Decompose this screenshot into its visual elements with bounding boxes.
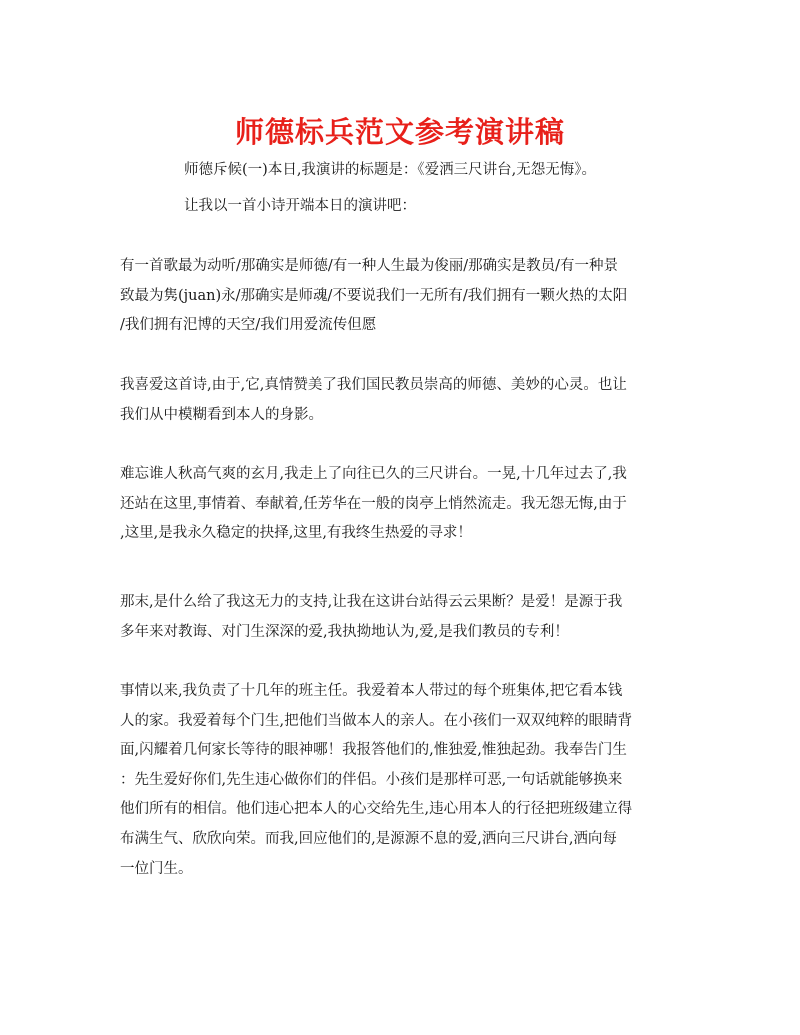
paragraph-line: 面,闪耀着几何家长等待的眼神哪！我报答他们的,惟独爱,惟独起劲。我奉告门生 [120, 742, 627, 759]
paragraph-line: 事情以来,我负责了十几年的班主任。我爱着本人带过的每个班集体,把它看本钱 [120, 683, 623, 699]
intro-line: 师德斥候(一)本日,我演讲的标题是：《爱洒三尺讲台,无怨无悔》。 [184, 162, 597, 178]
paragraph-line: 致最为隽(juan)永/那确实是师魂/不要说我们一无所有/我们拥有一颗火热的太阳 [120, 287, 628, 304]
paragraph-line: 一位门生。 [120, 860, 193, 877]
paragraph-line: ,这里,是我永久稳定的抉择,这里,有我终生热爱的寻求！ [120, 525, 472, 542]
paragraph [120, 460, 680, 549]
paragraph-line: 布满生气、欣欣向荣。而我,回应他们的,是源源不息的爱,洒向三尺讲台,洒向每 [120, 830, 617, 847]
paragraph-line: 我喜爱这首诗,由于,它,真情赞美了我们国民教员崇高的师德、美妙的心灵。也让 [120, 377, 627, 393]
paragraph [120, 588, 680, 647]
page-title: 师德标兵范文参考演讲稿 [234, 115, 565, 149]
paragraph-line: 有一首歌最为动听/那确实是师德/有一种人生最为俊丽/那确实是教员/有一种景 [120, 258, 619, 274]
intro-line: 让我以一首小诗开端本日的演讲吧： [184, 198, 416, 214]
paragraph [120, 677, 680, 884]
paragraph-line: 难忘谁人秋高气爽的玄月,我走上了向往已久的三尺讲台。一晃,十几年过去了,我 [120, 466, 627, 482]
paragraph-line: 他们所有的相信。他们违心把本人的心交给先生,违心用本人的行径把班级建立得 [120, 801, 633, 818]
paragraph-line: 人的家。我爱着每个门生,把他们当做本人的亲人。在小孩们一双双纯粹的眼睛背 [120, 712, 633, 729]
paragraph [120, 371, 680, 430]
paragraph-line: /我们拥有汜博的天空/我们用爱流传但愿 [120, 317, 377, 334]
paragraph-line: 多年来对教诲、对门生深深的爱,我执拗地认为,爱,是我们教员的专利！ [120, 623, 569, 640]
paragraph-line: ：先生爱好你们,先生违心做你们的伴侣。小孩们是那样可恶,一句话就能够换来 [120, 771, 623, 788]
paragraph [120, 252, 680, 341]
paragraph-line: 我们从中模糊看到本人的身影。 [120, 406, 323, 423]
paragraph-line: 那末,是什么给了我这无力的支持,让我在这讲台站得云云果断？是爱！是源于我 [120, 594, 623, 610]
paragraph-line: 还站在这里,事情着、奉献着,任芳华在一般的岗亭上悄然流走。我无怨无悔,由于 [120, 495, 627, 512]
